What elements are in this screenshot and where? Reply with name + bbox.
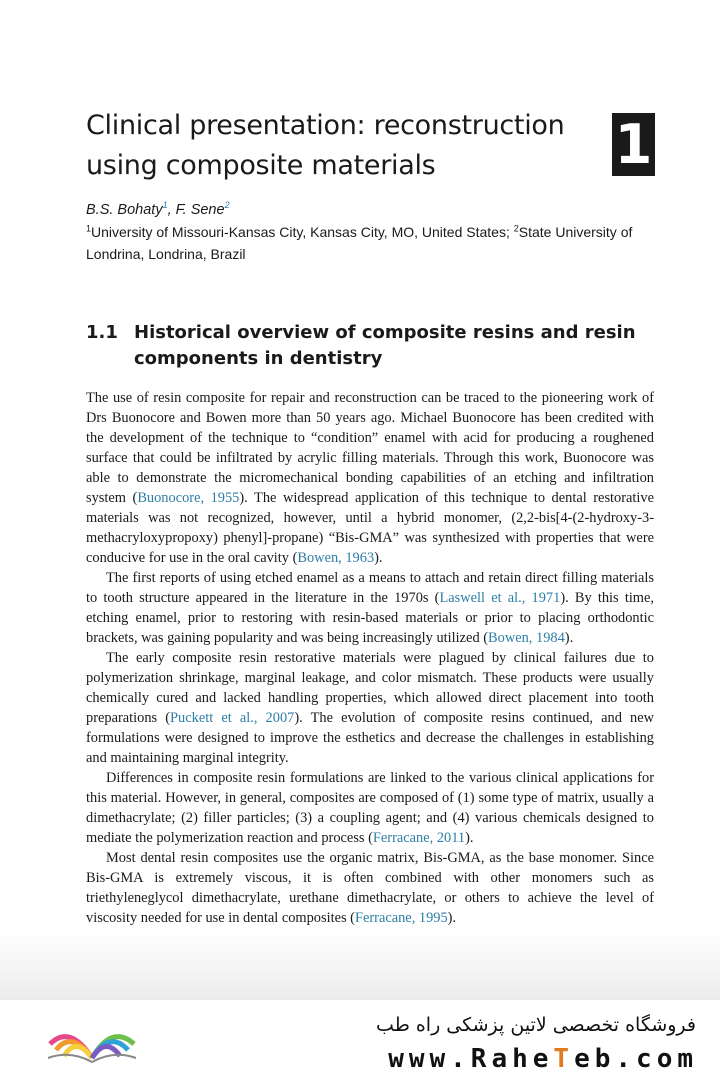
author-name: B.S. Bohaty <box>86 202 163 218</box>
chapter-title <box>86 106 606 186</box>
page-bottom-shadow <box>0 930 720 1000</box>
paragraph-text: Differences in composite resin formulations are linked to the various clinical applications for this material. However, in general, composites are composed of (1) some type of matrix, usually a dimethacrylate; (2) filler particles; (3) a coupling agent; and (4) various chemicals designed to mediate the polymerization reaction and process ( <box>86 770 654 846</box>
section-number: 1.1 <box>86 322 118 343</box>
citation-link[interactable]: Bowen, 1984 <box>488 630 565 646</box>
watermark-footer <box>0 1000 720 1080</box>
paragraph-text: The early composite resin restorative materials were plagued by clinical failures due to polymerization shrinkage, marginal leakage, and color mismatch. These products were usually chemically cured and lacked handling properties, which allowed direct placement into tooth preparations ( <box>86 650 654 726</box>
chapter-number-box: 1 <box>612 113 655 176</box>
paragraph-text: ). The widespread application of this technique to dental restorative materials was not recognized, however, until a hybrid monomer, (2,2-bis[4-(2-hydroxy-3-methacryloxypropoxy) phenyl]-propane) “Bis-GMA” was synthesized with properties that were conducive for use in the oral cavity ( <box>86 490 654 566</box>
url-part: eb.com <box>574 1044 698 1074</box>
store-url[interactable] <box>388 1044 698 1074</box>
chapter-title-line1: Clinical presentation: reconstruction <box>86 110 565 141</box>
citation-link[interactable]: Laswell et al., 1971 <box>439 590 561 606</box>
affiliation-number: 2 <box>513 223 519 234</box>
citation-link[interactable]: Puckett et al., 2007 <box>170 710 295 726</box>
paragraph-text: ). <box>564 630 574 646</box>
author-line <box>86 202 230 218</box>
paragraph-text: ). <box>374 550 383 566</box>
paragraph <box>86 388 654 568</box>
author-name: F. Sene <box>175 202 225 218</box>
open-book-rainbow-icon <box>40 1014 144 1071</box>
paragraph <box>86 768 654 848</box>
affiliation-mark[interactable]: 2 <box>224 200 230 211</box>
paragraph-text: Most dental resin composites use the organic matrix, Bis-GMA, as the base monomer. Since Bis-GMA is extremely viscous, it is often combined with other monomers such as triethyleneglycol dimethacrylate, urethane dimethacrylate, or others to achieve the level of viscosity needed for use in dental composites ( <box>86 850 654 926</box>
paragraph <box>86 648 654 768</box>
paragraph <box>86 848 654 928</box>
section-title: Historical overview of composite resins and resin components in dentistry <box>134 322 636 369</box>
chapter-title-line2: using composite materials <box>86 150 436 181</box>
paragraph <box>86 568 654 648</box>
affiliation-number: 1 <box>86 223 92 234</box>
paragraph-text: ). The evolution of composite resins continued, and new formulations were designed to improve the esthetics and decrease the challenges in establishing and maintaining marginal integrity. <box>86 710 655 766</box>
affiliation-text: State University of Londrina, Londrina, Brazil <box>86 224 633 262</box>
url-part-accent: T <box>553 1044 575 1074</box>
paragraph-text: ). <box>465 830 474 846</box>
paragraph-text: ). <box>447 910 457 926</box>
author-separator: , <box>167 202 176 218</box>
citation-link[interactable]: Ferracane, 1995 <box>354 910 448 926</box>
citation-link[interactable]: Buonocore, 1955 <box>137 490 240 506</box>
paragraph-text: The use of resin composite for repair and reconstruction can be traced to the pioneering work of Drs Buonocore and Bowen more than 50 years ago. Michael Buonocore has been credited with the development of the technique to “condition” enamel with acid for producing a roughened surface that could be infiltrated by acrylic filling materials. Through this work, Buonocore was able to demonstrate the micromechanical bonding capabilities of an etching and infiltration system ( <box>86 390 654 506</box>
affiliation-mark[interactable]: 1 <box>162 200 168 211</box>
paragraph-text: The first reports of using etched enamel as a means to attach and retain direct filling materials to tooth structure appeared in the literature in the 1970s ( <box>86 570 654 606</box>
paragraph-text: ). By this time, etching enamel, prior to restoring with resin-based materials or prior to placing orthodontic brackets, was gaining popularity and was being increasingly utilized ( <box>86 590 654 646</box>
store-name: فروشگاه تخصصی لاتین پزشکی راه طب <box>376 1014 696 1036</box>
url-part: www.Rahe <box>388 1044 554 1074</box>
citation-link[interactable]: Ferracane, 2011 <box>372 830 466 846</box>
affiliations <box>86 221 646 265</box>
citation-link[interactable]: Bowen, 1963 <box>297 550 375 566</box>
affiliation-text: University of Missouri-Kansas City, Kansas City, MO, United States; <box>91 224 514 240</box>
body-text <box>86 388 654 928</box>
section-heading <box>86 320 646 372</box>
